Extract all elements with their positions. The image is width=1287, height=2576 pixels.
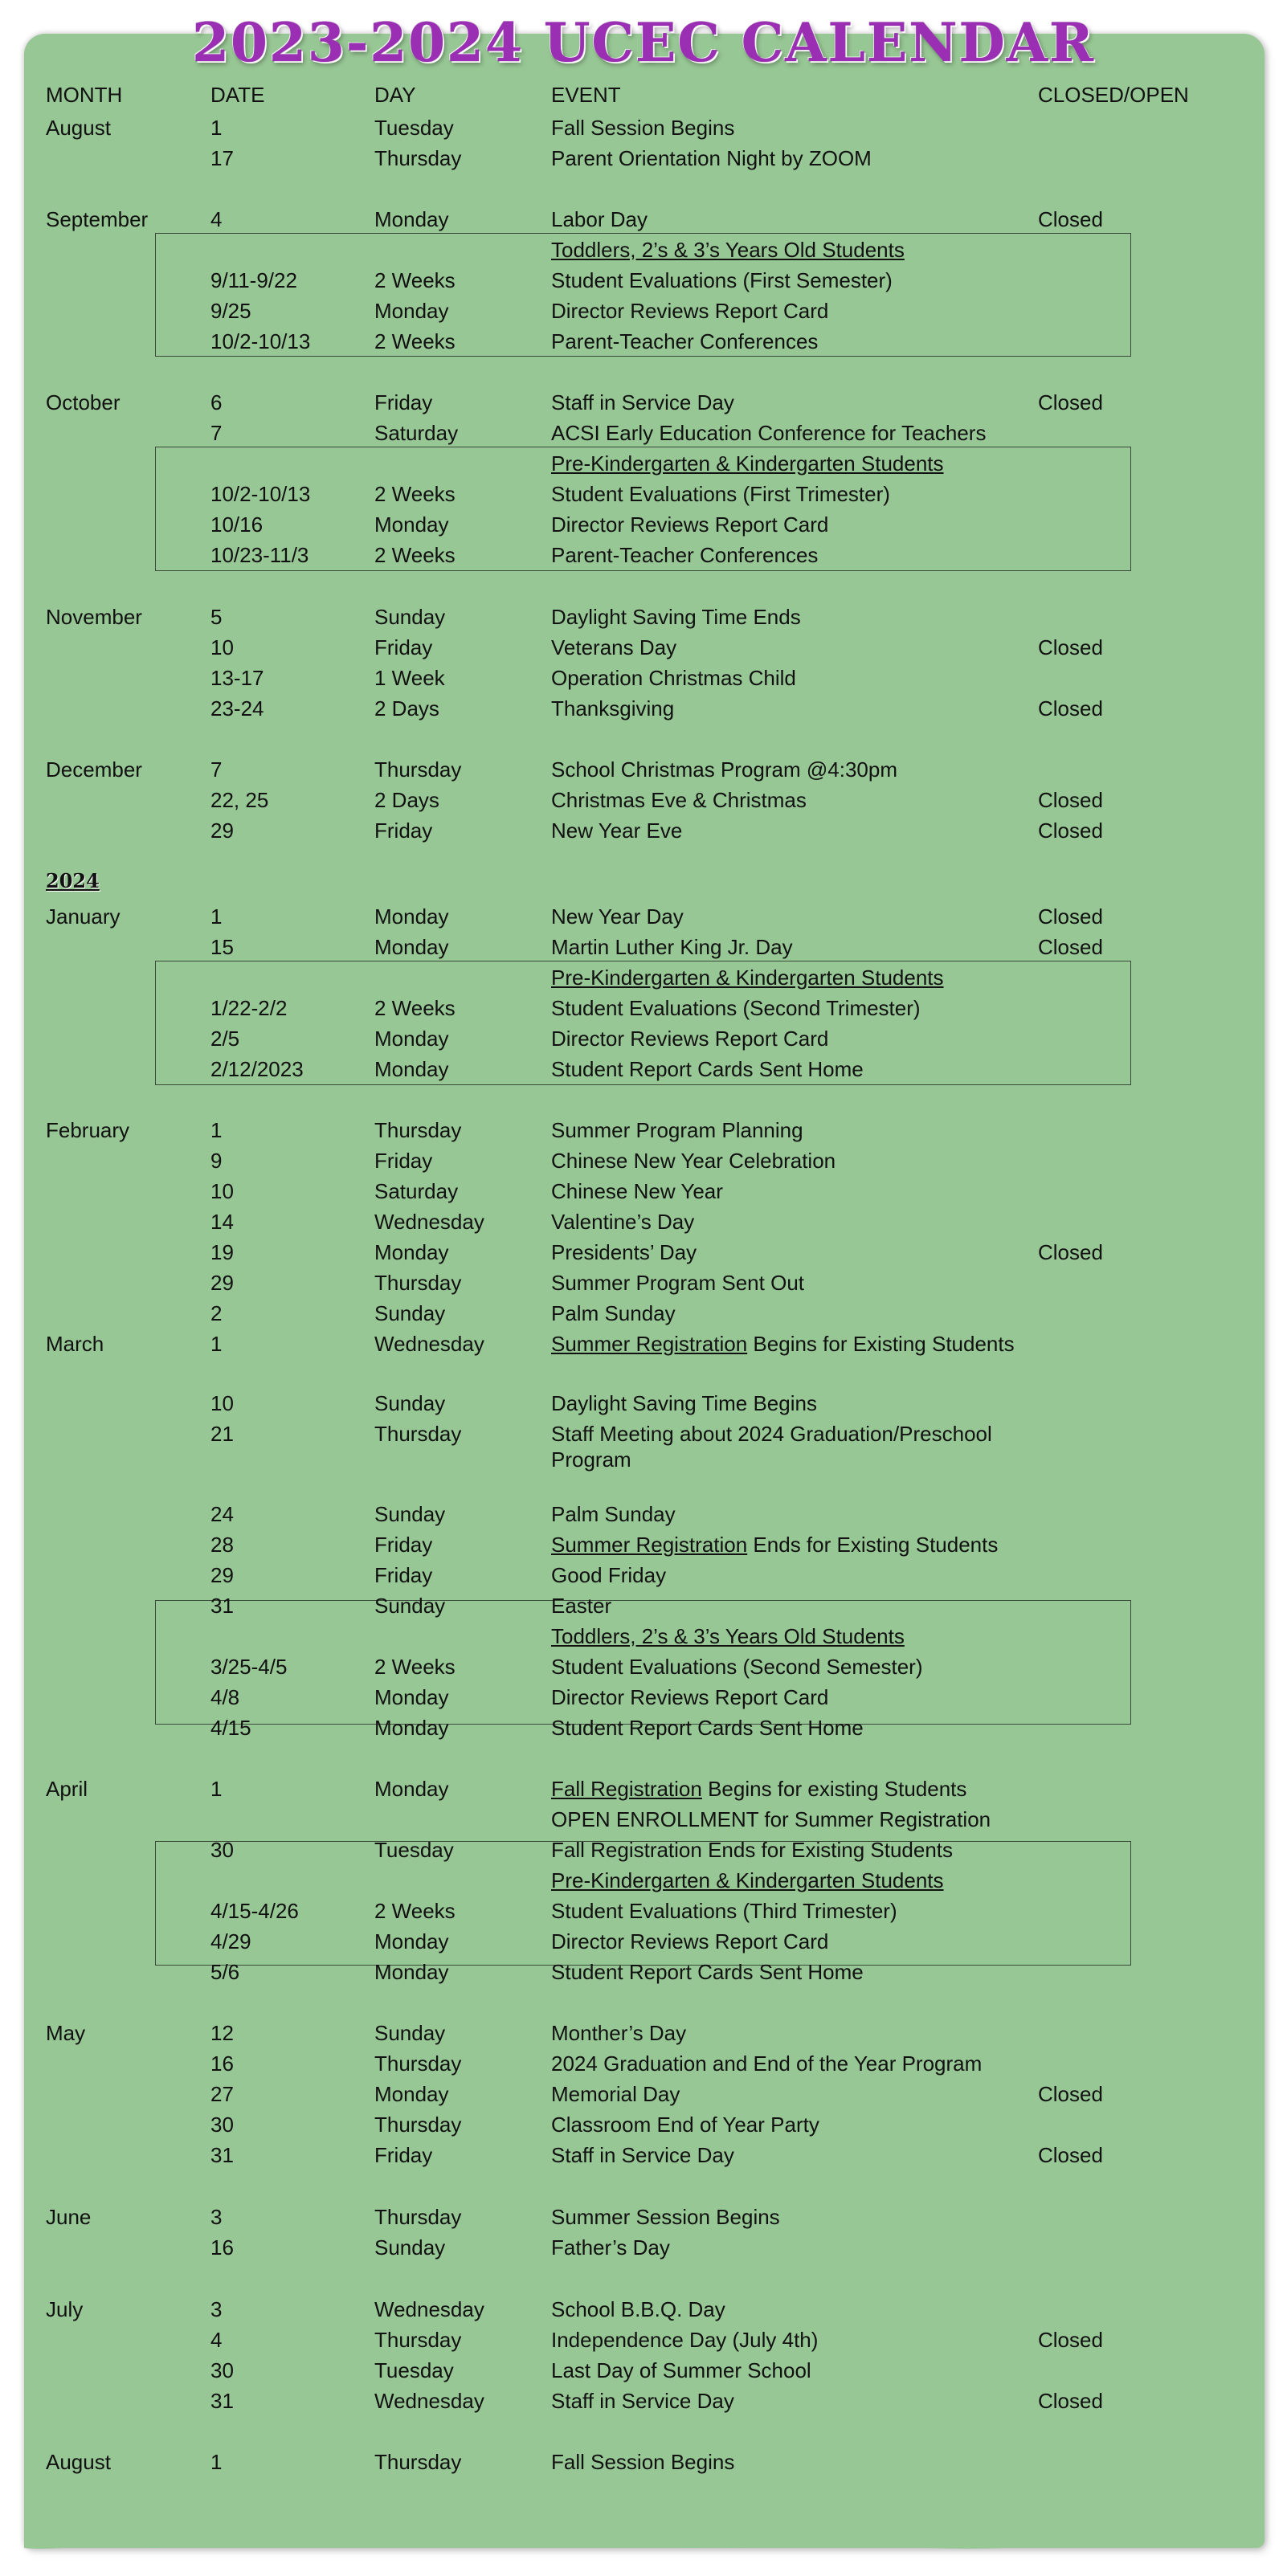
row-event: Christmas Eve & Christmas xyxy=(551,788,807,812)
row-date: 29 xyxy=(210,1563,234,1587)
row-day: Tuesday xyxy=(374,1838,454,1862)
row-day: Thursday xyxy=(374,146,462,170)
event-underlined-part: Summer Registration xyxy=(551,1533,748,1557)
row-day: Friday xyxy=(374,1563,433,1587)
row-event: Student Report Cards Sent Home xyxy=(551,1716,864,1740)
row-date: 27 xyxy=(210,2082,234,2106)
row-event: Student Evaluations (First Trimester) xyxy=(551,482,890,506)
row-event: Operation Christmas Child xyxy=(551,666,796,690)
row-date: 9/25 xyxy=(210,299,251,323)
row-day: Thursday xyxy=(374,2205,462,2229)
row-day: 2 Weeks xyxy=(374,543,456,567)
row-day: Monday xyxy=(374,1027,449,1051)
row-date: 15 xyxy=(210,935,234,959)
row-date: 1 xyxy=(210,116,223,140)
row-event: ACSI Early Education Conference for Teachers xyxy=(551,421,987,445)
row-event: Good Friday xyxy=(551,1563,667,1587)
row-event: Parent-Teacher Conferences xyxy=(551,543,819,567)
row-day: Wednesday xyxy=(374,2389,484,2413)
row-day: Friday xyxy=(374,2143,433,2167)
row-month: June xyxy=(46,2205,92,2229)
row-day: Sunday xyxy=(374,2235,446,2260)
row-day: 1 Week xyxy=(374,666,445,690)
row-date: 30 xyxy=(210,2113,234,2137)
event-underlined-part: Fall Registration xyxy=(551,1777,702,1801)
row-day: Sunday xyxy=(374,1301,446,1325)
row-event: Director Reviews Report Card xyxy=(551,512,829,537)
row-closed: Closed xyxy=(1038,635,1103,659)
row-event: Staff in Service Day xyxy=(551,390,734,414)
row-event: Fall Registration Ends for Existing Students xyxy=(551,1838,954,1862)
row-date: 19 xyxy=(210,1240,234,1264)
row-date: 30 xyxy=(210,2358,234,2382)
row-date: 21 xyxy=(210,1422,234,1446)
group-heading: Pre-Kindergarten & Kindergarten Students xyxy=(551,451,944,476)
row-date: 10/2-10/13 xyxy=(210,482,311,506)
row-day: 2 Weeks xyxy=(374,482,456,506)
row-date: 10 xyxy=(210,635,234,659)
row-event: Veterans Day xyxy=(551,635,677,659)
row-date: 3 xyxy=(210,2205,223,2229)
row-day: Thursday xyxy=(374,1118,462,1142)
row-day: 2 Days xyxy=(374,788,439,812)
row-event: Staff Meeting about 2024 Graduation/Preschool Program xyxy=(551,1422,992,1472)
row-day: 2 Days xyxy=(374,696,439,721)
row-date: 5 xyxy=(210,605,223,629)
row-event: Labor Day xyxy=(551,207,648,231)
row-date: 4/8 xyxy=(210,1685,240,1709)
row-date: 4/29 xyxy=(210,1929,251,1953)
row-day: Monday xyxy=(374,1960,449,1984)
row-day: Sunday xyxy=(374,1502,446,1526)
group-heading: Toddlers, 2’s & 3’s Years Old Students xyxy=(551,238,905,262)
row-day: Monday xyxy=(374,1716,449,1740)
row-event: Director Reviews Report Card xyxy=(551,1685,829,1709)
row-date: 1 xyxy=(210,1118,223,1142)
row-date: 1 xyxy=(210,1332,223,1356)
row-date: 17 xyxy=(210,146,234,170)
row-month: August xyxy=(46,2450,111,2474)
row-closed: Closed xyxy=(1038,2143,1103,2167)
row-event: Martin Luther King Jr. Day xyxy=(551,935,793,959)
row-event: Independence Day (July 4th) xyxy=(551,2328,819,2352)
row-date: 10 xyxy=(210,1391,234,1415)
row-event: Student Report Cards Sent Home xyxy=(551,1960,864,1984)
row-day: 2 Weeks xyxy=(374,996,456,1020)
row-event: Chinese New Year xyxy=(551,1179,723,1203)
header-day: DAY xyxy=(374,83,416,107)
row-date: 6 xyxy=(210,390,223,414)
row-date: 31 xyxy=(210,1594,234,1618)
row-day: Friday xyxy=(374,635,433,659)
row-day: 2 Weeks xyxy=(374,1899,456,1923)
row-date: 16 xyxy=(210,2051,234,2076)
row-month: December xyxy=(46,757,142,782)
group-heading: Toddlers, 2’s & 3’s Years Old Students xyxy=(551,1624,905,1648)
row-month: January xyxy=(46,904,121,929)
row-month: March xyxy=(46,1332,104,1356)
row-event: Monther’s Day xyxy=(551,2021,687,2045)
row-date: 10/23-11/3 xyxy=(210,543,309,567)
row-day: Monday xyxy=(374,299,449,323)
row-closed: Closed xyxy=(1038,2082,1103,2106)
row-date: 12 xyxy=(210,2021,234,2045)
row-event: Father’s Day xyxy=(551,2235,670,2260)
row-closed: Closed xyxy=(1038,819,1103,843)
header-date: DATE xyxy=(210,83,265,107)
row-event: School Christmas Program @4:30pm xyxy=(551,757,897,782)
row-closed: Closed xyxy=(1038,207,1103,231)
row-day: Monday xyxy=(374,512,449,537)
row-day: Thursday xyxy=(374,2113,462,2137)
row-day: Monday xyxy=(374,1240,449,1264)
row-date: 13-17 xyxy=(210,666,264,690)
row-event: Classroom End of Year Party xyxy=(551,2113,819,2137)
row-closed: Closed xyxy=(1038,935,1103,959)
row-date: 1 xyxy=(210,1777,223,1801)
row-event: Summer Session Begins xyxy=(551,2205,780,2229)
row-event: OPEN ENROLLMENT for Summer Registration xyxy=(551,1807,991,1831)
row-event: Palm Sunday xyxy=(551,1301,676,1325)
row-day: Wednesday xyxy=(374,2297,484,2321)
row-date: 4 xyxy=(210,207,223,231)
row-day: Thursday xyxy=(374,757,462,782)
row-closed: Closed xyxy=(1038,696,1103,721)
row-closed: Closed xyxy=(1038,1240,1103,1264)
row-event: Easter xyxy=(551,1594,612,1618)
row-day: Monday xyxy=(374,1057,449,1081)
row-date: 10/2-10/13 xyxy=(210,329,311,353)
row-date: 7 xyxy=(210,757,223,782)
row-day: 2 Weeks xyxy=(374,1655,456,1679)
row-day: Monday xyxy=(374,207,449,231)
row-day: Friday xyxy=(374,819,433,843)
row-event: Palm Sunday xyxy=(551,1502,676,1526)
row-day: Sunday xyxy=(374,2021,446,2045)
row-event: Student Report Cards Sent Home xyxy=(551,1057,864,1081)
row-closed: Closed xyxy=(1038,2328,1103,2352)
row-event: Summer Program Sent Out xyxy=(551,1271,804,1295)
group-heading: Pre-Kindergarten & Kindergarten Students xyxy=(551,965,944,990)
row-day: 2 Weeks xyxy=(374,268,456,292)
row-date: 30 xyxy=(210,1838,234,1862)
row-event: Staff in Service Day xyxy=(551,2389,734,2413)
row-month: July xyxy=(46,2297,84,2321)
row-date: 10 xyxy=(210,1179,234,1203)
row-date: 29 xyxy=(210,819,234,843)
row-day: Friday xyxy=(374,1533,433,1557)
row-closed: Closed xyxy=(1038,904,1103,929)
row-day: 2 Weeks xyxy=(374,329,456,353)
row-date: 16 xyxy=(210,2235,234,2260)
row-date: 29 xyxy=(210,1271,234,1295)
row-event: Staff in Service Day xyxy=(551,2143,734,2167)
row-event: Daylight Saving Time Ends xyxy=(551,605,801,629)
row-day: Saturday xyxy=(374,1179,459,1203)
row-date: 4/15 xyxy=(210,1716,251,1740)
row-date: 4 xyxy=(210,2328,223,2352)
row-day: Wednesday xyxy=(374,1210,484,1234)
row-day: Tuesday xyxy=(374,116,454,140)
row-event: Memorial Day xyxy=(551,2082,680,2106)
row-date: 4/15-4/26 xyxy=(210,1899,299,1923)
row-event: New Year Day xyxy=(551,904,684,929)
row-day: Monday xyxy=(374,1777,449,1801)
row-event: Chinese New Year Celebration xyxy=(551,1149,836,1173)
row-day: Thursday xyxy=(374,2051,462,2076)
header-closed: CLOSED/OPEN xyxy=(1038,83,1189,107)
row-date: 5/6 xyxy=(210,1960,240,1984)
row-month: August xyxy=(46,116,111,140)
row-event: Director Reviews Report Card xyxy=(551,299,829,323)
row-day: Thursday xyxy=(374,1271,462,1295)
row-day: Monday xyxy=(374,2082,449,2106)
row-date: 1 xyxy=(210,904,223,929)
row-month: September xyxy=(46,207,149,231)
row-event: Fall Session Begins xyxy=(551,2450,735,2474)
event-text: Begins for Existing Students xyxy=(747,1332,1015,1356)
row-day: Sunday xyxy=(374,605,446,629)
row-day: Tuesday xyxy=(374,2358,454,2382)
row-date: 31 xyxy=(210,2389,234,2413)
row-day: Monday xyxy=(374,904,449,929)
row-date: 3/25-4/5 xyxy=(210,1655,288,1679)
row-date: 10/16 xyxy=(210,512,264,537)
row-day: Sunday xyxy=(374,1391,446,1415)
event-underlined-part: Summer Registration xyxy=(551,1332,748,1356)
row-day: Wednesday xyxy=(374,1332,484,1356)
row-date: 14 xyxy=(210,1210,234,1234)
row-event: Parent Orientation Night by ZOOM xyxy=(551,146,872,170)
row-event: Student Evaluations (First Semester) xyxy=(551,268,893,292)
row-event: 2024 Graduation and End of the Year Program xyxy=(551,2051,983,2076)
row-month: November xyxy=(46,605,142,629)
row-event: New Year Eve xyxy=(551,819,683,843)
event-text: Ends for Existing Students xyxy=(747,1533,999,1557)
row-day: Friday xyxy=(374,1149,433,1173)
row-day: Sunday xyxy=(374,1594,446,1618)
row-event: Student Evaluations (Third Trimester) xyxy=(551,1899,897,1923)
row-event: Daylight Saving Time Begins xyxy=(551,1391,817,1415)
row-event: Student Evaluations (Second Trimester) xyxy=(551,996,921,1020)
row-day: Monday xyxy=(374,935,449,959)
header-month: MONTH xyxy=(46,83,123,107)
row-day: Saturday xyxy=(374,421,459,445)
row-date: 1/22-2/2 xyxy=(210,996,288,1020)
row-date: 24 xyxy=(210,1502,234,1526)
row-event: Fall Session Begins xyxy=(551,116,735,140)
row-event xyxy=(551,1776,1033,1802)
row-date: 7 xyxy=(210,421,223,445)
row-date: 2 xyxy=(210,1301,223,1325)
row-event xyxy=(551,1331,1033,1357)
row-date: 9/11-9/22 xyxy=(210,268,297,292)
row-day: Thursday xyxy=(374,2328,462,2352)
row-event: Presidents’ Day xyxy=(551,1240,697,1264)
row-month: February xyxy=(46,1118,130,1142)
paper-torn-edge xyxy=(0,2482,1287,2576)
row-event: School B.B.Q. Day xyxy=(551,2297,725,2321)
row-closed: Closed xyxy=(1038,390,1103,414)
row-day: Thursday xyxy=(374,2450,462,2474)
row-month: October xyxy=(46,390,121,414)
row-date: 28 xyxy=(210,1533,234,1557)
row-date: 2/12/2023 xyxy=(210,1057,304,1081)
row-day: Monday xyxy=(374,1685,449,1709)
page-title: 2023-2024 UCEC CALENDAR xyxy=(192,11,1095,74)
row-day: Monday xyxy=(374,1929,449,1953)
header-event: EVENT xyxy=(551,83,621,107)
row-date: 2/5 xyxy=(210,1027,240,1051)
row-date: 23-24 xyxy=(210,696,264,721)
group-heading: Pre-Kindergarten & Kindergarten Students xyxy=(551,1868,944,1892)
row-event: Director Reviews Report Card xyxy=(551,1929,829,1953)
event-text: Begins for existing Students xyxy=(701,1777,967,1801)
row-event xyxy=(551,1532,1033,1557)
row-event: Parent-Teacher Conferences xyxy=(551,329,819,353)
row-event: Summer Program Planning xyxy=(551,1118,803,1142)
row-date: 22, 25 xyxy=(210,788,269,812)
row-month: April xyxy=(46,1777,88,1801)
row-event: Student Evaluations (Second Semester) xyxy=(551,1655,923,1679)
row-event: Thanksgiving xyxy=(551,696,675,721)
row-closed: Closed xyxy=(1038,788,1103,812)
row-date: 9 xyxy=(210,1149,223,1173)
row-day: Thursday xyxy=(374,1422,462,1446)
row-date: 31 xyxy=(210,2143,234,2167)
row-month: May xyxy=(46,2021,86,2045)
row-event: Valentine’s Day xyxy=(551,1210,695,1234)
row-date: 3 xyxy=(210,2297,223,2321)
row-day: Friday xyxy=(374,390,433,414)
row-event: Director Reviews Report Card xyxy=(551,1027,829,1051)
row-date: 1 xyxy=(210,2450,223,2474)
row-closed: Closed xyxy=(1038,2389,1103,2413)
row-event: Last Day of Summer School xyxy=(551,2358,811,2382)
year-2024-marker: 2024 xyxy=(46,869,100,892)
